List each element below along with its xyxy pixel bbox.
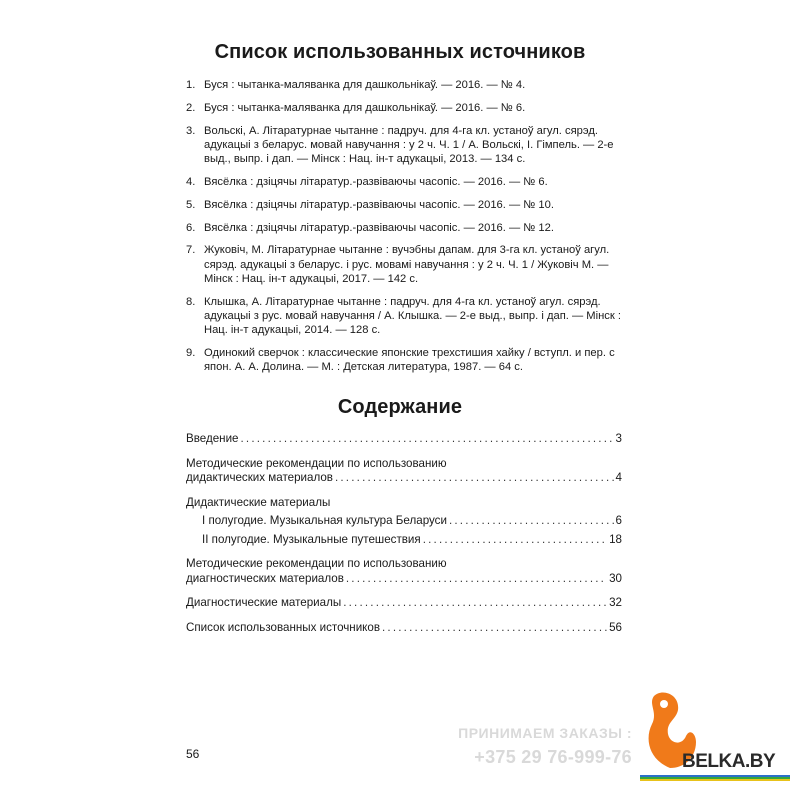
source-number: 5.: [186, 198, 196, 211]
watermark-order-text: ПРИНИМАЕМ ЗАКАЗЫ :: [458, 725, 632, 741]
toc-entry: [186, 621, 622, 636]
toc-page-number: 30: [609, 571, 622, 585]
source-text: Буся : чытанка-маляванка для дашкольнікаў. — 2016. — № 6.: [204, 101, 526, 114]
page-number: 56: [186, 747, 200, 761]
toc-entry-title: Введение: [186, 432, 239, 445]
toc-entry-title: II полугодие. Музыкальные путешествия: [202, 532, 421, 546]
source-text: Вясёлка : дзіцячы літаратур.-развіваючы часопіс. — 2016. — № 6.: [204, 175, 548, 188]
toc-leader-dots: [346, 572, 607, 587]
source-text: Клышка, А. Літаратурнае чытанне : падруч. для 4-га кл. устаноў агул. сярэд. адукацыі з рус. мовай навучання / А. Клышка. — 2-е выд., выпр. і дап. — Мінск : Нац. ін-т адукацыі, 2014. — 128 с.: [204, 295, 621, 337]
toc-page-number: 6: [615, 514, 622, 527]
belka-logo-text: BELKA.BY: [682, 751, 776, 772]
toc-section-heading: Дидактические материалы: [186, 495, 331, 509]
toc-entry: [186, 457, 622, 486]
toc-page-number: 56: [609, 620, 622, 634]
source-number: 2.: [186, 101, 196, 114]
source-number: 6.: [186, 221, 196, 234]
toc-leader-dots: [423, 533, 607, 548]
source-item: [186, 346, 626, 375]
toc-leader-dots: [449, 514, 614, 529]
toc-line: [186, 432, 622, 447]
source-text: Вясёлка : дзіцячы літаратур.-развіваючы часопіс. — 2016. — № 10.: [204, 198, 554, 211]
toc-entry-title: Список использованных источников: [186, 620, 380, 634]
source-number: 3.: [186, 124, 196, 137]
toc-title: Содержание: [337, 396, 463, 418]
toc-leader-dots: [335, 471, 614, 486]
toc-line: [186, 514, 622, 529]
toc-entry-title: дидактических материалов: [186, 471, 333, 484]
toc-page-number: 4: [615, 471, 622, 484]
toc-entry: [186, 557, 622, 586]
toc-entry-title: Диагностические материалы: [186, 596, 342, 609]
toc-line: [186, 572, 622, 587]
toc-entry-title-line1: Методические рекомендации по использованию: [186, 557, 447, 570]
source-number: 4.: [186, 175, 196, 188]
toc-entry-title-line1: Методические рекомендации по использованию: [186, 456, 447, 470]
toc-entry: [186, 432, 622, 447]
source-number: 1.: [186, 79, 196, 91]
toc-entry: [186, 596, 622, 611]
toc-leader-dots: [382, 621, 607, 636]
toc-entry-title: I полугодие. Музыкальная культура Беларуси: [202, 514, 447, 527]
source-item: [186, 101, 626, 115]
toc-leader-dots: [343, 596, 607, 611]
toc-line: [186, 533, 622, 548]
source-item: [186, 295, 626, 338]
toc-leader-dots: [241, 432, 614, 447]
source-item: [186, 243, 626, 286]
source-number: 9.: [186, 347, 196, 360]
toc-entry: [186, 533, 622, 548]
source-text: Буся : чытанка-маляванка для дашкольнікаў. — 2016. — № 4.: [204, 79, 526, 91]
toc-line: [186, 596, 622, 611]
toc-entry: [186, 496, 622, 529]
logo-color-stripe: [640, 775, 790, 781]
source-number: 8.: [186, 295, 196, 308]
sources-title: Список использованных источников: [214, 41, 586, 63]
watermark-phone: +375 29 76-999-76: [474, 747, 632, 767]
toc-page-number: 3: [615, 432, 622, 445]
sources-list: [186, 78, 626, 383]
source-item: [186, 221, 626, 235]
source-item: [186, 198, 626, 212]
source-text: Вясёлка : дзіцячы літаратур.-развіваючы часопіс. — 2016. — № 12.: [204, 221, 554, 234]
toc-entry-title: диагностических материалов: [186, 571, 344, 585]
toc-page-number: 18: [609, 532, 622, 546]
toc-page-number: 32: [609, 596, 622, 609]
source-text: Вольскі, А. Літаратурнае чытанне : падруч. для 4-га кл. устаноў агул. сярэд. адукацыі з беларус. мовай навучання : у 2 ч. Ч. 1 / А. Вольскі, І. Гімпель. — 2-е выд., выпр. і дап. — Мінск : Нац. ін-т адукацыі, 2013. — 134 с.: [204, 124, 614, 166]
source-item: [186, 124, 626, 167]
toc-line: [186, 621, 622, 636]
table-of-contents: [186, 432, 622, 635]
source-item: [186, 78, 626, 92]
toc-line: [186, 471, 622, 486]
source-item: [186, 175, 626, 189]
source-text: Жуковіч, М. Літаратурнае чытанне : вучэбны дапам. для 3-га кл. устаноў агул. сярэд. адукацыі з беларус. і рус. мовамі навучання : у 2 ч. Ч. 1 / Жуковіч М. — Мінск : Нац. ін-т адукацыі, 2017. — 142 с.: [204, 244, 610, 285]
source-text: Одинокий сверчок : классические японские трехстишия хайку / вступл. и пер. с япон. А. А. Долина. — М. : Детская литература, 1987. — 64 с.: [204, 347, 615, 374]
source-number: 7.: [186, 244, 196, 257]
